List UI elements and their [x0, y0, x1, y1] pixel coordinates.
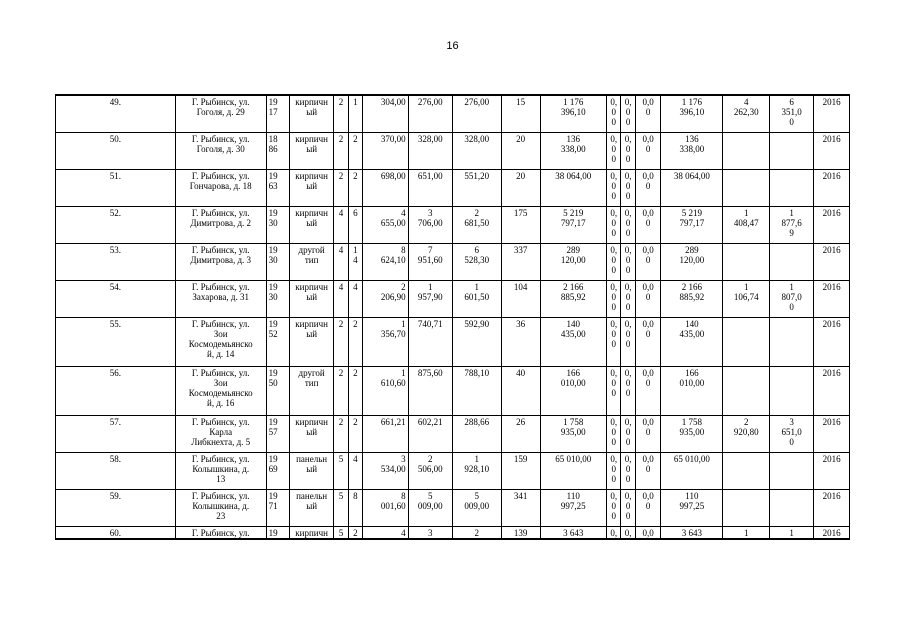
cell-area-res: 788,10 — [452, 366, 501, 415]
cell-year-plan: 2016 — [814, 526, 850, 539]
cell-f1: 0, 0 0 — [607, 132, 621, 169]
cell-year-plan: 2016 — [814, 206, 850, 243]
cell-c1: 1 408,47 — [723, 206, 770, 243]
cell-entrances: 2 — [348, 169, 362, 206]
cell-area-res: 2 681,50 — [452, 206, 501, 243]
cell-floors: 5 — [334, 489, 348, 526]
cell-people: 15 — [501, 95, 540, 132]
cell-c1 — [723, 452, 770, 489]
cell-material: кирпичн ый — [289, 280, 333, 317]
page-number: 16 — [446, 40, 459, 52]
cell-entrances: 1 4 — [348, 243, 362, 280]
cell-num: 60. — [56, 526, 176, 539]
cell-area-living: 3 — [408, 526, 452, 539]
cell-people: 104 — [501, 280, 540, 317]
cell-area-living: 875,60 — [408, 366, 452, 415]
cell-area-res: 328,00 — [452, 132, 501, 169]
cell-year-plan: 2016 — [814, 169, 850, 206]
cell-cost2: 3 643 — [661, 526, 723, 539]
cell-material: панельн ый — [289, 489, 333, 526]
cell-cost: 5 219 797,17 — [540, 206, 607, 243]
cell-c2: 6 351,0 0 — [770, 95, 814, 132]
cell-cost: 65 010,00 — [540, 452, 607, 489]
cell-people: 26 — [501, 415, 540, 452]
table-row — [56, 95, 850, 132]
cell-c1 — [723, 317, 770, 366]
table-row — [56, 526, 850, 539]
cell-area-res: 551,20 — [452, 169, 501, 206]
cell-entrances: 1 — [348, 95, 362, 132]
cell-area-res: 288,66 — [452, 415, 501, 452]
cell-address: Г. Рыбинск, ул. Колышкина, д. 13 — [175, 452, 266, 489]
cell-f1: 0, 0 0 — [607, 169, 621, 206]
cell-floors: 2 — [334, 415, 348, 452]
cell-num: 52. — [56, 206, 176, 243]
cell-area-res: 2 — [452, 526, 501, 539]
cell-c2: 1 — [770, 526, 814, 539]
cell-f3: 0,0 0 — [635, 366, 661, 415]
cell-c1 — [723, 243, 770, 280]
cell-people: 159 — [501, 452, 540, 489]
cell-entrances: 4 — [348, 452, 362, 489]
cell-material: панельн ый — [289, 452, 333, 489]
cell-entrances: 2 — [348, 415, 362, 452]
cell-area-living: 7 951,60 — [408, 243, 452, 280]
cell-f1: 0, 0 0 — [607, 95, 621, 132]
cell-people: 341 — [501, 489, 540, 526]
cell-address: Г. Рыбинск, ул. Колышкина, д. 23 — [175, 489, 266, 526]
cell-cost: 289 120,00 — [540, 243, 607, 280]
cell-cost2: 38 064,00 — [661, 169, 723, 206]
cell-address: Г. Рыбинск, ул. Захарова, д. 31 — [175, 280, 266, 317]
cell-f2: 0, 0 0 — [621, 452, 635, 489]
cell-cost2: 289 120,00 — [661, 243, 723, 280]
cell-area-total: 1 356,70 — [363, 317, 408, 366]
cell-address: Г. Рыбинск, ул. Зои Космодемьянско й, д. 14 — [175, 317, 266, 366]
cell-f2: 0, 0 0 — [621, 243, 635, 280]
cell-num: 57. — [56, 415, 176, 452]
cell-people: 20 — [501, 169, 540, 206]
cell-area-living: 3 706,00 — [408, 206, 452, 243]
cell-c2 — [770, 452, 814, 489]
cell-entrances: 6 — [348, 206, 362, 243]
cell-c1 — [723, 132, 770, 169]
cell-area-res: 1 601,50 — [452, 280, 501, 317]
cell-f2: 0, 0 0 — [621, 317, 635, 366]
cell-f3: 0,0 0 — [635, 280, 661, 317]
table-row — [56, 243, 850, 280]
cell-area-total: 4 655,00 — [363, 206, 408, 243]
cell-address: Г. Рыбинск, ул. Димитрова, д. 3 — [175, 243, 266, 280]
cell-year-plan: 2016 — [814, 452, 850, 489]
cell-c2 — [770, 243, 814, 280]
cell-address: Г. Рыбинск, ул. — [175, 526, 266, 539]
cell-entrances: 2 — [348, 366, 362, 415]
cell-f2: 0, — [621, 526, 635, 539]
cell-area-total: 4 — [363, 526, 408, 539]
cell-area-living: 5 009,00 — [408, 489, 452, 526]
cell-people: 40 — [501, 366, 540, 415]
cell-c2 — [770, 317, 814, 366]
cell-c1 — [723, 489, 770, 526]
cell-year: 19 17 — [266, 95, 289, 132]
cell-area-res: 276,00 — [452, 95, 501, 132]
cell-c1 — [723, 366, 770, 415]
cell-entrances: 2 — [348, 132, 362, 169]
cell-address: Г. Рыбинск, ул. Гоголя, д. 29 — [175, 95, 266, 132]
cell-floors: 2 — [334, 95, 348, 132]
cell-area-total: 304,00 — [363, 95, 408, 132]
cell-cost: 110 997,25 — [540, 489, 607, 526]
cell-area-living: 328,00 — [408, 132, 452, 169]
cell-c2: 1 877,6 9 — [770, 206, 814, 243]
cell-people: 20 — [501, 132, 540, 169]
cell-area-living: 1 957,90 — [408, 280, 452, 317]
cell-area-living: 651,00 — [408, 169, 452, 206]
cell-c1 — [723, 169, 770, 206]
cell-c1: 4 262,30 — [723, 95, 770, 132]
cell-entrances: 8 — [348, 489, 362, 526]
cell-cost: 38 064,00 — [540, 169, 607, 206]
cell-f3: 0,0 0 — [635, 95, 661, 132]
cell-c1: 2 920,80 — [723, 415, 770, 452]
cell-year-plan: 2016 — [814, 489, 850, 526]
cell-cost2: 2 166 885,92 — [661, 280, 723, 317]
cell-entrances: 4 — [348, 280, 362, 317]
cell-c2 — [770, 132, 814, 169]
cell-cost2: 136 338,00 — [661, 132, 723, 169]
cell-area-total: 661,21 — [363, 415, 408, 452]
cell-cost2: 5 219 797,17 — [661, 206, 723, 243]
cell-f1: 0, 0 0 — [607, 366, 621, 415]
cell-f3: 0,0 0 — [635, 452, 661, 489]
cell-year: 19 30 — [266, 206, 289, 243]
cell-year: 19 52 — [266, 317, 289, 366]
cell-area-total: 8 001,60 — [363, 489, 408, 526]
cell-year: 19 30 — [266, 280, 289, 317]
cell-material: кирпичн — [289, 526, 333, 539]
table-row — [56, 169, 850, 206]
cell-floors: 4 — [334, 243, 348, 280]
cell-area-total: 3 534,00 — [363, 452, 408, 489]
cell-people: 337 — [501, 243, 540, 280]
cell-material: кирпичн ый — [289, 132, 333, 169]
cell-f1: 0, 0 0 — [607, 280, 621, 317]
cell-cost: 1 758 935,00 — [540, 415, 607, 452]
cell-f2: 0, 0 0 — [621, 415, 635, 452]
cell-area-total: 1 610,60 — [363, 366, 408, 415]
cell-f2: 0, 0 0 — [621, 95, 635, 132]
cell-f2: 0, 0 0 — [621, 132, 635, 169]
cell-cost2: 1 758 935,00 — [661, 415, 723, 452]
cell-f3: 0,0 — [635, 526, 661, 539]
cell-floors: 5 — [334, 526, 348, 539]
cell-num: 59. — [56, 489, 176, 526]
cell-cost2: 65 010,00 — [661, 452, 723, 489]
cell-material: кирпичн ый — [289, 169, 333, 206]
cell-f2: 0, 0 0 — [621, 489, 635, 526]
cell-year: 19 63 — [266, 169, 289, 206]
cell-f3: 0,0 0 — [635, 317, 661, 366]
cell-f3: 0,0 0 — [635, 132, 661, 169]
cell-c1: 1 106,74 — [723, 280, 770, 317]
cell-f1: 0, 0 0 — [607, 243, 621, 280]
cell-f2: 0, 0 0 — [621, 280, 635, 317]
cell-area-total: 698,00 — [363, 169, 408, 206]
cell-year-plan: 2016 — [814, 415, 850, 452]
cell-f3: 0,0 0 — [635, 169, 661, 206]
cell-num: 54. — [56, 280, 176, 317]
cell-cost2: 1 176 396,10 — [661, 95, 723, 132]
cell-year-plan: 2016 — [814, 243, 850, 280]
cell-cost: 1 176 396,10 — [540, 95, 607, 132]
cell-f3: 0,0 0 — [635, 243, 661, 280]
cell-area-living: 2 506,00 — [408, 452, 452, 489]
cell-address: Г. Рыбинск, ул. Димитрова, д. 2 — [175, 206, 266, 243]
cell-area-total: 2 206,90 — [363, 280, 408, 317]
cell-floors: 2 — [334, 366, 348, 415]
cell-num: 55. — [56, 317, 176, 366]
cell-c1: 1 — [723, 526, 770, 539]
cell-material: другой тип — [289, 243, 333, 280]
cell-num: 49. — [56, 95, 176, 132]
cell-cost: 140 435,00 — [540, 317, 607, 366]
cell-num: 51. — [56, 169, 176, 206]
table-row — [56, 206, 850, 243]
cell-f1: 0, 0 0 — [607, 317, 621, 366]
cell-cost: 166 010,00 — [540, 366, 607, 415]
cell-entrances: 2 — [348, 317, 362, 366]
cell-people: 175 — [501, 206, 540, 243]
cell-f3: 0,0 0 — [635, 489, 661, 526]
cell-year-plan: 2016 — [814, 366, 850, 415]
cell-year-plan: 2016 — [814, 280, 850, 317]
cell-year: 19 30 — [266, 243, 289, 280]
cell-area-res: 592,90 — [452, 317, 501, 366]
cell-area-living: 740,71 — [408, 317, 452, 366]
cell-floors: 2 — [334, 169, 348, 206]
cell-year: 18 86 — [266, 132, 289, 169]
cell-material: другой тип — [289, 366, 333, 415]
cell-material: кирпичн ый — [289, 317, 333, 366]
cell-area-living: 276,00 — [408, 95, 452, 132]
cell-year: 19 69 — [266, 452, 289, 489]
cell-c2 — [770, 366, 814, 415]
table-row — [56, 366, 850, 415]
table-body — [56, 95, 850, 539]
cell-year: 19 — [266, 526, 289, 539]
cell-year: 19 57 — [266, 415, 289, 452]
cell-people: 139 — [501, 526, 540, 539]
cell-address: Г. Рыбинск, ул. Гончарова, д. 18 — [175, 169, 266, 206]
cell-address: Г. Рыбинск, ул. Зои Космодемьянско й, д. 16 — [175, 366, 266, 415]
cell-f1: 0, 0 0 — [607, 489, 621, 526]
cell-f1: 0, 0 0 — [607, 206, 621, 243]
cell-cost2: 110 997,25 — [661, 489, 723, 526]
table-row — [56, 415, 850, 452]
cell-year: 19 71 — [266, 489, 289, 526]
cell-material: кирпичн ый — [289, 206, 333, 243]
cell-address: Г. Рыбинск, ул. Гоголя, д. 30 — [175, 132, 266, 169]
cell-f3: 0,0 0 — [635, 415, 661, 452]
cell-cost: 2 166 885,92 — [540, 280, 607, 317]
cell-cost: 136 338,00 — [540, 132, 607, 169]
cell-f2: 0, 0 0 — [621, 169, 635, 206]
cell-cost: 3 643 — [540, 526, 607, 539]
cell-area-living: 602,21 — [408, 415, 452, 452]
cell-area-total: 8 624,10 — [363, 243, 408, 280]
cell-cost2: 140 435,00 — [661, 317, 723, 366]
cell-year-plan: 2016 — [814, 317, 850, 366]
cell-year-plan: 2016 — [814, 95, 850, 132]
table-row — [56, 317, 850, 366]
cell-floors: 2 — [334, 317, 348, 366]
cell-address: Г. Рыбинск, ул. Карла Либкнехта, д. 5 — [175, 415, 266, 452]
cell-f1: 0, 0 0 — [607, 452, 621, 489]
cell-f2: 0, 0 0 — [621, 366, 635, 415]
cell-num: 50. — [56, 132, 176, 169]
cell-num: 58. — [56, 452, 176, 489]
cell-c2: 1 807,0 0 — [770, 280, 814, 317]
cell-cost2: 166 010,00 — [661, 366, 723, 415]
cell-c2 — [770, 169, 814, 206]
cell-material: кирпичн ый — [289, 95, 333, 132]
cell-c2 — [770, 489, 814, 526]
table-row — [56, 452, 850, 489]
cell-year-plan: 2016 — [814, 132, 850, 169]
table-row — [56, 489, 850, 526]
cell-f3: 0,0 0 — [635, 206, 661, 243]
cell-num: 56. — [56, 366, 176, 415]
cell-f1: 0, 0 0 — [607, 415, 621, 452]
cell-area-res: 6 528,30 — [452, 243, 501, 280]
cell-floors: 4 — [334, 206, 348, 243]
cell-floors: 5 — [334, 452, 348, 489]
housing-registry-table — [55, 94, 850, 540]
cell-people: 36 — [501, 317, 540, 366]
cell-area-total: 370,00 — [363, 132, 408, 169]
cell-num: 53. — [56, 243, 176, 280]
cell-material: кирпичн ый — [289, 415, 333, 452]
cell-floors: 2 — [334, 132, 348, 169]
cell-area-res: 5 009,00 — [452, 489, 501, 526]
cell-f1: 0, — [607, 526, 621, 539]
cell-c2: 3 651,0 0 — [770, 415, 814, 452]
cell-year: 19 50 — [266, 366, 289, 415]
cell-f2: 0, 0 0 — [621, 206, 635, 243]
cell-entrances: 2 — [348, 526, 362, 539]
table-row — [56, 132, 850, 169]
cell-floors: 4 — [334, 280, 348, 317]
table-row — [56, 280, 850, 317]
cell-area-res: 1 928,10 — [452, 452, 501, 489]
